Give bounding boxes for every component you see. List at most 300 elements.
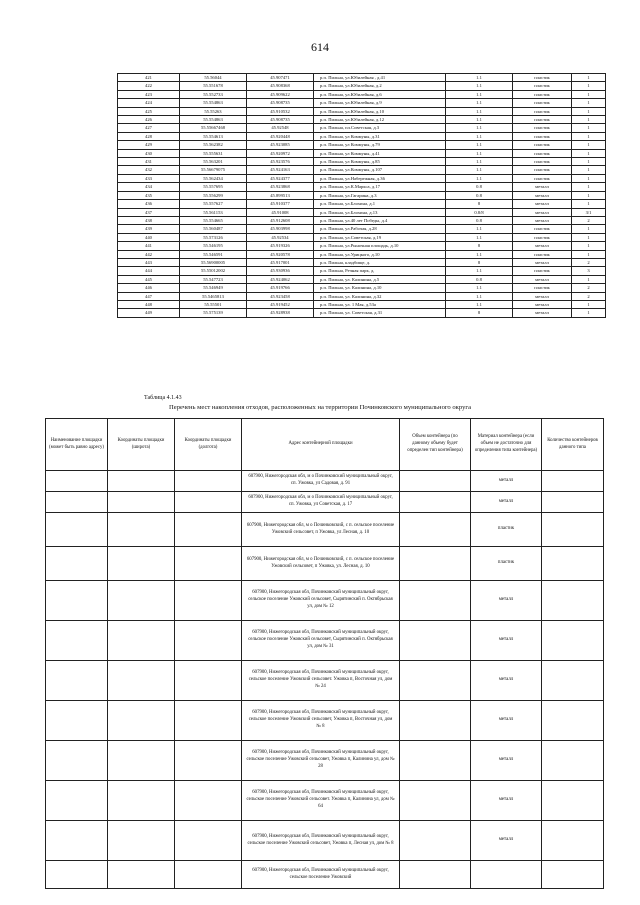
cell-address: 607900, Нижегородская обл, Починковский муниципальный округ, сельское поселение Ужовский [242,861,400,889]
table-row [118,183,606,191]
cell-address: 607900, Нижегородская обл, Починковский муниципальный округ, сельское поселение Ужовский сельсовет. Ужовка п, Восточная ул, дом № 24 [242,661,400,701]
cell-latitude: 55.554863 [180,99,247,107]
cell-longitude: 45.899513 [247,191,314,199]
table-label: Таблица 4.1.43 [144,395,182,401]
table-row [118,300,606,308]
cell-row-number: 434 [118,183,180,191]
cell-longitude: 45.908368 [247,82,314,90]
cell-address: р.п. Пильна, ул.К.Маркса, д.17 [314,183,446,191]
cell-volume: 1.1 [446,292,513,300]
table-row [46,861,604,889]
cell-count [542,661,604,701]
cell-material: пластик [471,513,542,547]
table-row [118,267,606,275]
cell-material: пластик [471,547,542,581]
cell-material: пластик [513,74,572,82]
cell-lon [175,471,242,492]
cell-longitude: 45.920448 [247,132,314,140]
cell-material: пластик [513,233,572,241]
cell-material: пластик [513,90,572,98]
cell-row-number: 445 [118,275,180,283]
cell-latitude: 55.547723 [180,275,247,283]
cell-latitude: 55.546195 [180,242,247,250]
cell-count [542,741,604,781]
cell-longitude: 45.903998 [247,225,314,233]
cell-latitude: 55.562382 [180,141,247,149]
cell-material: металл [471,492,542,513]
cell-row-number: 436 [118,200,180,208]
table-row [46,621,604,661]
cell-count [542,513,604,547]
cell-material: металл [513,258,572,266]
cell-address: р.п. Пильна, ул Коммуны, д.31 [314,132,446,140]
table-row [118,132,606,140]
header-address: Адрес контейнерной площадки [242,419,400,471]
cell-latitude: 55.573126 [180,233,247,241]
cell-lon [175,621,242,661]
cell-name [46,621,108,661]
cell-lat [108,741,175,781]
cell-count [542,781,604,821]
cell-count: 1 [572,99,606,107]
cell-material: пластик [513,149,572,157]
table-row [118,158,606,166]
cell-address: р.п. Пильна, ул.Юбилейная, д.10 [314,107,446,115]
cell-volume: 8 [446,258,513,266]
cell-volume: 1.1 [446,132,513,140]
table-row [118,200,606,208]
cell-material: металл [513,208,572,216]
table-row [118,208,606,216]
cell-count [542,492,604,513]
cell-volume [400,661,471,701]
cell-longitude: 45.908735 [247,116,314,124]
cell-longitude: 45.919326 [247,242,314,250]
cell-count: 1 [572,158,606,166]
table-row [118,216,606,224]
cell-count: 1 [572,149,606,157]
cell-count: 2 [572,292,606,300]
cell-name [46,492,108,513]
cell-material: пластик [513,124,572,132]
header-material: Материал контейнера (если объем не достаточно для определения типа контейнера) [471,419,542,471]
cell-count: 3/1 [572,208,606,216]
cell-latitude: 55.551678 [180,82,247,90]
cell-volume: 1.1 [446,90,513,98]
cell-volume: 1.1 [446,166,513,174]
cell-longitude: 45.908735 [247,99,314,107]
cell-longitude: 45.923085 [247,141,314,149]
cell-material: металл [471,661,542,701]
cell-material: пластик [513,158,572,166]
cell-count [542,821,604,861]
cell-volume [400,581,471,621]
cell-count: 1 [572,275,606,283]
table-row [118,82,606,90]
cell-material: металл [471,701,542,741]
table-row [46,701,604,741]
cell-lat [108,701,175,741]
cell-volume: 0.8 [446,183,513,191]
table-row [118,225,606,233]
cell-longitude: 45.924377 [247,174,314,182]
cell-latitude: 55.561153 [180,208,247,216]
cell-material: пластик [513,99,572,107]
cell-longitude: 45.919766 [247,284,314,292]
cell-count: 1 [572,141,606,149]
cell-row-number: 437 [118,208,180,216]
cell-latitude: 55.554613 [180,132,247,140]
cell-count: 1 [572,132,606,140]
header-site-name: Наименование площадки (может быть равно адресу) [46,419,108,471]
cell-latitude: 55.552733 [180,90,247,98]
table-row [118,149,606,157]
cell-name [46,581,108,621]
header-volume: Объем контейнера (по данному объему будет определен тип контейнера) [400,419,471,471]
table-title: Перечень мест накопления отходов, расположенных на территории Починковского муниципального округа [169,404,471,411]
cell-latitude: 55.546949 [180,284,247,292]
cell-row-number: 430 [118,149,180,157]
cell-volume: 8 [446,242,513,250]
cell-row-number: 446 [118,284,180,292]
cell-lat [108,581,175,621]
cell-row-number: 425 [118,107,180,115]
cell-address: р.п. Пильна, ул.Юбилейная, д.9 [314,99,446,107]
cell-address: р.п. Пильна, ул Коммуны, д.79 [314,141,446,149]
cell-volume: 1.1 [446,284,513,292]
cell-volume: 1.1 [446,74,513,82]
cell-row-number: 444 [118,267,180,275]
cell-volume [400,547,471,581]
cell-count: 1 [572,200,606,208]
cell-name [46,547,108,581]
cell-count: 1 [572,107,606,115]
cell-count: 1 [572,116,606,124]
cell-address: 607900, Нижегородская обл, Починковский муниципальный округ, сельское поселение Ужовский сельсовет, Сырятинский п. Октябрьская ул, дом № 31 [242,621,400,661]
cell-address: 607900, Нижегородская обл, м о Починковский муниципальный округ, сп. Ужовка, ул Советская, д. 17 [242,492,400,513]
cell-material: металл [471,621,542,661]
table-row [46,661,604,701]
cell-name [46,821,108,861]
cell-lon [175,547,242,581]
cell-address: р.п. Пильна, ул.Гагарина, д.3 [314,191,446,199]
cell-lon [175,701,242,741]
cell-address: р.п. Пильна, ул. Советская, д.31 [314,309,446,317]
cell-material: металл [513,216,572,224]
cell-count: 1 [572,233,606,241]
waste-sites-table-4-1-43 [45,418,604,889]
cell-lat [108,492,175,513]
cell-count: 1 [572,183,606,191]
cell-name [46,781,108,821]
cell-volume: 1.1 [446,116,513,124]
cell-address: р.п. Пильна, ул.Урицкого, д.10 [314,250,446,258]
cell-material: пластик [513,250,572,258]
cell-latitude: 55.56900005 [180,258,247,266]
cell-lon [175,781,242,821]
cell-count: 1 [572,82,606,90]
cell-longitude: 45.912608 [247,216,314,224]
cell-material: металл [513,183,572,191]
cell-latitude: 55.5465813 [180,292,247,300]
cell-volume [400,861,471,889]
cell-volume: 8 [446,309,513,317]
cell-address: р.п. Пильна, ул Коммуны, д.85 [314,158,446,166]
cell-row-number: 443 [118,258,180,266]
cell-count [542,581,604,621]
table-row [118,233,606,241]
cell-address: р.п. Пильна, ул. Калинина, д.32 [314,292,446,300]
cell-count: 1 [572,191,606,199]
cell-lon [175,513,242,547]
cell-count: 2 [572,284,606,292]
cell-volume: 0.8/8 [446,208,513,216]
cell-volume: 8 [446,200,513,208]
table-row [46,471,604,492]
cell-latitude: 55.55667468 [180,124,247,132]
cell-latitude: 55.56044 [180,74,247,82]
cell-longitude: 45.920972 [247,149,314,157]
cell-address: р.п. Пильна, ул.Юбилейная, д.6 [314,90,446,98]
cell-longitude: 45.92548 [247,124,314,132]
cell-latitude: 55.546591 [180,250,247,258]
table-row [46,492,604,513]
cell-address: р.п. Пильна, пл.Советская, д.3 [314,124,446,132]
cell-latitude: 55.556299 [180,191,247,199]
cell-address: р.п. Пильна, кладбище, д. [314,258,446,266]
cell-lon [175,821,242,861]
cell-volume [400,701,471,741]
cell-row-number: 441 [118,242,180,250]
cell-material: пластик [513,82,572,90]
cell-volume: 1.1 [446,233,513,241]
cell-count: 1 [572,174,606,182]
cell-volume [400,513,471,547]
cell-volume [400,741,471,781]
page-number: 614 [311,40,329,54]
cell-material: металл [513,200,572,208]
cell-name [46,701,108,741]
cell-address: 607900, Нижегородская обл, м о Починковский, с п. сельское поселение Ужовский сельсовет, п Ужовка, ул. Лесная, д. 10 [242,547,400,581]
cell-volume [400,821,471,861]
table-row [118,275,606,283]
cell-count [542,547,604,581]
cell-volume: 0.8 [446,191,513,199]
header-latitude: Координаты площадки (широта) [108,419,175,471]
cell-longitude: 45.919452 [247,300,314,308]
cell-address: 607900, Нижегородская обл, Починковский муниципальный округ, сельское поселение Ужовский сельсовет, Ужовка п, Восточная ул, дом № 8 [242,701,400,741]
table-row [118,309,606,317]
cell-address: 607900, Нижегородская обл, м о Починковский, с п. сельское поселение Ужовский сельсовет, п Ужовка, ул Лесная, д. 10 [242,513,400,547]
table-row [118,292,606,300]
cell-lat [108,621,175,661]
cell-address: р.п. Пильна, ул.Рыночная площадь, д.10 [314,242,446,250]
cell-longitude: 45.923576 [247,158,314,166]
cell-lat [108,781,175,821]
cell-address: 607900, Нижегородская обл, Починковский муниципальный округ, сельское поселение Ужовский сельсовет. Ужовка п, Калинина ул, дом № 64 [242,781,400,821]
cell-lon [175,661,242,701]
table-row [118,166,606,174]
cell-row-number: 438 [118,216,180,224]
cell-count [542,471,604,492]
cell-name [46,471,108,492]
cell-lon [175,861,242,889]
cell-address: 607900, Нижегородская обл, м о Починковский муниципальный округ, сп. Ужовка, ул Садовая, д. 91 [242,471,400,492]
cell-row-number: 428 [118,132,180,140]
cell-row-number: 442 [118,250,180,258]
waste-sites-table-continued [117,73,606,318]
cell-material: металл [471,741,542,781]
cell-material: металл [471,471,542,492]
cell-address: р.п. Пильна, ул.Юбилейная , д.41 [314,74,446,82]
cell-volume: 1.1 [446,250,513,258]
cell-count: 1 [572,250,606,258]
cell-row-number: 427 [118,124,180,132]
cell-volume [400,471,471,492]
cell-material: пластик [513,141,572,149]
cell-material: металл [513,191,572,199]
cell-row-number: 431 [118,158,180,166]
cell-material: пластик [513,107,572,115]
cell-longitude: 45.923868 [247,183,314,191]
table-row [46,513,604,547]
cell-address: 607900, Нижегородская обл, Починковский муниципальный округ, сельское поселение Ужовский сельсовет, Ужовка п, Лесная ул, дом № 8 [242,821,400,861]
cell-longitude: 45.924163 [247,166,314,174]
cell-count: 1 [572,300,606,308]
cell-address: р.п. Пильна, Речная парк, д. [314,267,446,275]
cell-volume: 1.1 [446,174,513,182]
cell-lat [108,821,175,861]
header-longitude: Координаты площадки (долгота) [175,419,242,471]
table-row [118,107,606,115]
cell-lat [108,861,175,889]
cell-volume: 1.1 [446,149,513,157]
cell-lat [108,661,175,701]
cell-longitude: 45.910532 [247,107,314,115]
cell-latitude: 55.554863 [180,116,247,124]
cell-row-number: 429 [118,141,180,149]
cell-address: р.п. Пильна, ул.Набережная, д.36 [314,174,446,182]
cell-material: металл [513,275,572,283]
cell-material: пластик [513,174,572,182]
cell-material: пластик [513,267,572,275]
cell-address: р.п. Пильна, ул.Советская, д.19 [314,233,446,241]
cell-row-number: 449 [118,309,180,317]
cell-count [542,621,604,661]
cell-name [46,741,108,781]
cell-latitude: 55.555631 [180,149,247,157]
header-count: Количество контейнеров данного типа [542,419,604,471]
cell-latitude: 55.563201 [180,158,247,166]
table-row [46,741,604,781]
table-row [118,258,606,266]
table-row [118,74,606,82]
cell-row-number: 439 [118,225,180,233]
cell-volume [400,492,471,513]
cell-lon [175,492,242,513]
table-row [118,174,606,182]
cell-longitude: 45.907471 [247,74,314,82]
cell-latitude: 55.55263 [180,107,247,115]
cell-lat [108,547,175,581]
cell-material: металл [513,242,572,250]
cell-volume: 1.1 [446,124,513,132]
cell-count: 2 [572,258,606,266]
cell-address: р.п. Пильна, ул.Коммуны, д.107 [314,166,446,174]
cell-longitude: 45.92534 [247,233,314,241]
cell-latitude: 55.557695 [180,183,247,191]
cell-address: р.п. Пильна, ул.Блохина, д.13 [314,208,446,216]
cell-material: пластик [513,284,572,292]
cell-lon [175,581,242,621]
cell-count: 1 [572,74,606,82]
cell-row-number: 433 [118,174,180,182]
table-row [46,547,604,581]
cell-lon [175,741,242,781]
cell-longitude: 45.910377 [247,200,314,208]
cell-row-number: 424 [118,99,180,107]
cell-address: р.п. Пильна, ул. Калинина, д.5 [314,275,446,283]
table-row [46,581,604,621]
table-header-row [46,419,604,471]
cell-address: 607900, Нижегородская обл, Починковский муниципальный округ, сельское поселение Ужовский сельсовет, Ужовка п, Калинина ул, дом № 28 [242,741,400,781]
cell-longitude: 45.928938 [247,309,314,317]
table-row [118,284,606,292]
cell-volume: 1.1 [446,99,513,107]
cell-row-number: 440 [118,233,180,241]
cell-volume: 1.1 [446,267,513,275]
cell-longitude: 45.920578 [247,250,314,258]
cell-longitude: 45.917001 [247,258,314,266]
cell-longitude: 45.909622 [247,90,314,98]
cell-address: р.п. Пильна, ул. 1 Мая, д.53а [314,300,446,308]
cell-address: р.п. Пильна, ул.Рабочая, д.28 [314,225,446,233]
cell-row-number: 423 [118,90,180,98]
cell-material: металл [513,309,572,317]
cell-name [46,661,108,701]
cell-material: металл [513,300,572,308]
cell-material [471,861,542,889]
cell-row-number: 447 [118,292,180,300]
cell-latitude: 55.562434 [180,174,247,182]
cell-latitude: 55.55012002 [180,267,247,275]
cell-volume: 1.1 [446,82,513,90]
cell-volume: 1.1 [446,300,513,308]
cell-row-number: 448 [118,300,180,308]
cell-lat [108,513,175,547]
cell-lat [108,471,175,492]
cell-latitude: 55.557627 [180,200,247,208]
cell-volume: 1.1 [446,158,513,166]
table-row [118,242,606,250]
cell-count [542,861,604,889]
cell-latitude: 55.575139 [180,309,247,317]
table-row [118,116,606,124]
cell-row-number: 422 [118,82,180,90]
cell-volume: 0.8 [446,275,513,283]
cell-name [46,513,108,547]
cell-address: р.п. Пильна, ул.Юбилейная, д.12 [314,116,446,124]
cell-material: металл [471,821,542,861]
cell-volume [400,621,471,661]
cell-volume: 1.1 [446,141,513,149]
table-row [118,250,606,258]
cell-latitude: 55.55501 [180,300,247,308]
cell-count: 3 [572,267,606,275]
cell-address: р.п. Пильна, ул.40 лет Победы, д.4 [314,216,446,224]
cell-material: пластик [513,116,572,124]
cell-address: р.п. Пильна, ул.Блохина, д.1 [314,200,446,208]
